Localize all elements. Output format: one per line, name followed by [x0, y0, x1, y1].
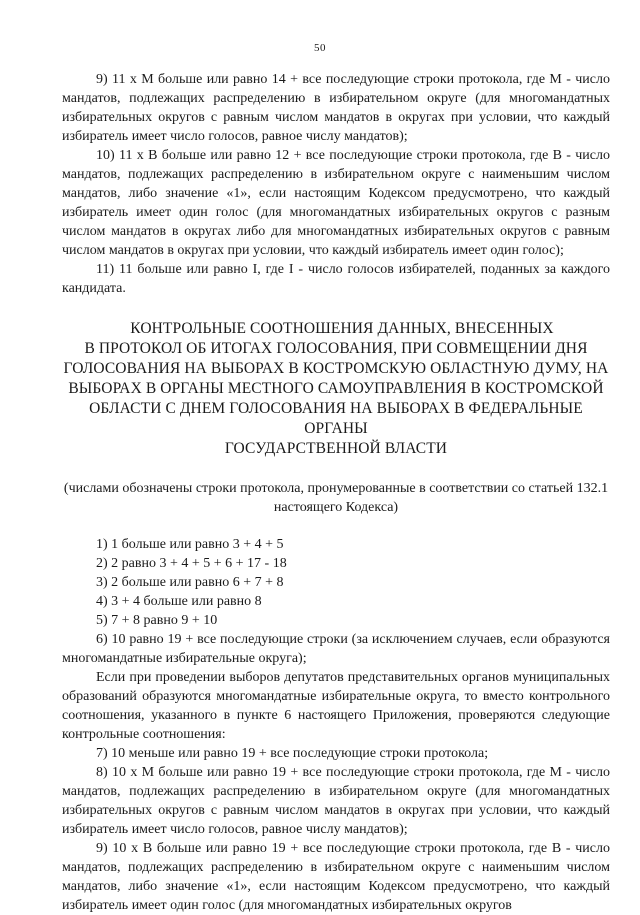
ratio-item-2: 2) 2 равно 3 + 4 + 5 + 6 + 17 - 18 [96, 556, 287, 571]
clause-11-top: 11) 11 больше или равно I, где I - число голосов избирателей, поданных за каждого кандидата. [62, 262, 610, 296]
heading-line: В ПРОТОКОЛ ОБ ИТОГАХ ГОЛОСОВАНИЯ, ПРИ СОВМЕЩЕНИИ ДНЯ [84, 340, 588, 357]
ratio-item-9: 9) 10 х В больше или равно 19 + все последующие строки протокола, где В - число мандатов, подлежащих распределению в избирательном округе с наименьшим числом мандатов, либо значение «1», если настоящим Кодексом предусмотрено, что каждый избиратель имеет один голос (для многомандатных избирательных округов [62, 841, 610, 913]
heading-note: (числами обозначены строки протокола, пронумерованные в соответствии со статьей 132.1 настоящего Кодекса) [63, 481, 609, 515]
ratio-item-4: 4) 3 + 4 больше или равно 8 [96, 594, 262, 609]
ratio-item-6: 6) 10 равно 19 + все последующие строки (за исключением случаев, если образуются многомандатные избирательные округа); [62, 632, 610, 666]
clause-10-top: 10) 11 х В больше или равно 12 + все последующие строки протокола, где В - число мандатов, подлежащих распределению в избирательном округе с наименьшим числом мандатов, либо значение «1», если настоящим Кодексом предусмотрено, что каждый избиратель имеет один голос (для многомандатных избирательных округов с разным числом мандатов в округах либо для многомандатных избирательных округов с равным числом мандатов в округах при условии, что каждый избиратель имеет один голос); [62, 148, 610, 258]
ratio-item-7: 7) 10 меньше или равно 19 + все последующие строки протокола; [96, 746, 489, 761]
heading-line: ВЫБОРАХ В ОРГАНЫ МЕСТНОГО САМОУПРАВЛЕНИЯ В КОСТРОМСКОЙ [68, 380, 604, 397]
section-heading [62, 319, 610, 459]
heading-line: ГОСУДАРСТВЕННОЙ ВЛАСТИ [224, 440, 448, 457]
ratio-item-1: 1) 1 больше или равно 3 + 4 + 5 [96, 537, 284, 552]
document-body [62, 70, 610, 915]
multimandate-intro: Если при проведении выборов депутатов представительных органов муниципальных образований образуются многомандатные избирательные округа, то вместо контрольного соотношения, указанного в пункте 6 настоящего Приложения, проверяются следующие контрольные соотношения: [62, 670, 610, 742]
spacer [62, 517, 610, 535]
heading-line: КОНТРОЛЬНЫЕ СООТНОШЕНИЯ ДАННЫХ, ВНЕСЕННЫХ [130, 320, 554, 337]
ratio-item-5: 5) 7 + 8 равно 9 + 10 [96, 613, 218, 628]
page-number: 50 [314, 42, 326, 54]
ratio-item-8: 8) 10 х М больше или равно 19 + все последующие строки протокола, где М - число мандатов, подлежащих распределению в избирательном округе (для многомандатных избирательных округов с равным числом мандатов в округах при условии, что каждый избиратель имеет число голосов, равное числу мандатов); [62, 765, 610, 837]
ratio-item-3: 3) 2 больше или равно 6 + 7 + 8 [96, 575, 284, 590]
heading-line: ОБЛАСТИ С ДНЕМ ГОЛОСОВАНИЯ НА ВЫБОРАХ В ФЕДЕРАЛЬНЫЕ ОРГАНЫ [89, 400, 583, 437]
clause-9-top: 9) 11 х М больше или равно 14 + все последующие строки протокола, где М - число мандатов, подлежащих распределению в избирательном округе (для многомандатных избирательных округов с равным числом мандатов в округах при условии, что каждый избиратель имеет число голосов, равное числу мандатов); [62, 72, 610, 144]
heading-line: ГОЛОСОВАНИЯ НА ВЫБОРАХ В КОСТРОМСКУЮ ОБЛАСТНУЮ ДУМУ, НА [63, 360, 609, 377]
